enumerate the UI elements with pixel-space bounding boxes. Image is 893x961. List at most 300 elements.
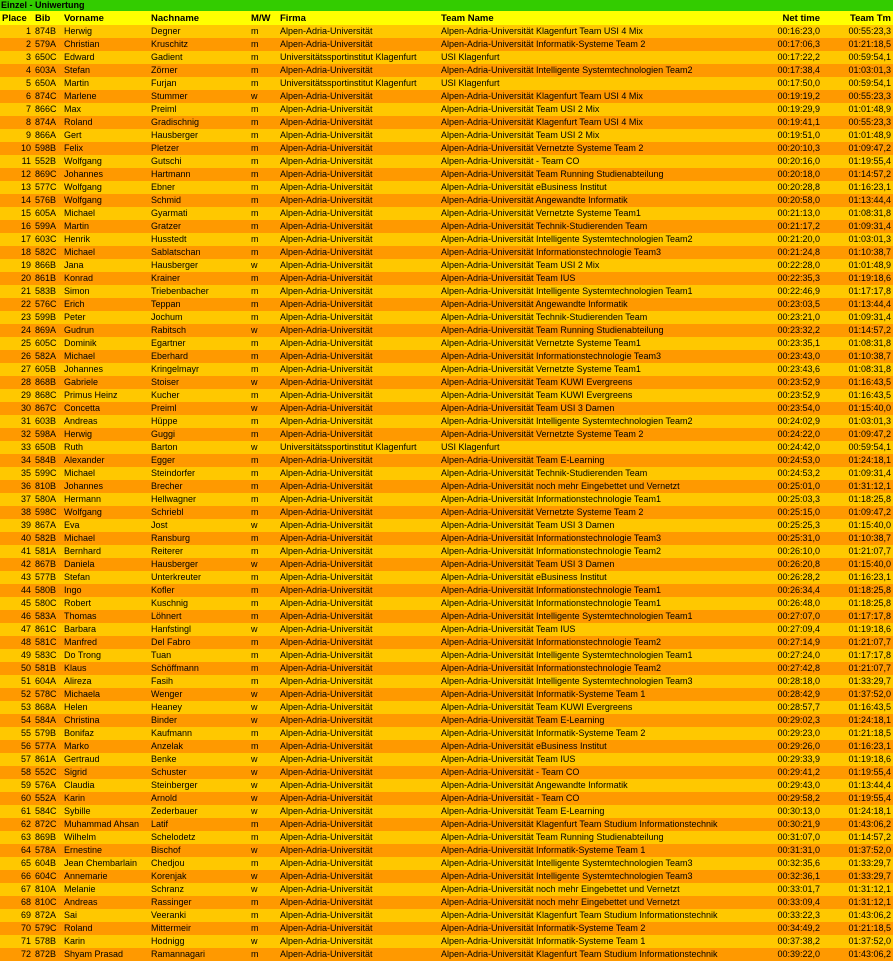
- cell-vorname: Bernhard: [62, 545, 149, 558]
- cell-bib: 583A: [33, 610, 62, 623]
- cell-team-time: 01:09:47,2: [822, 142, 893, 155]
- cell-gender: m: [249, 194, 278, 207]
- cell-gender: m: [249, 818, 278, 831]
- cell-place: 13: [0, 181, 33, 194]
- cell-net-time: 00:17:38,4: [747, 64, 822, 77]
- cell-team-time: 01:17:17,8: [822, 610, 893, 623]
- cell-place: 63: [0, 831, 33, 844]
- col-header-gender[interactable]: M/W: [249, 11, 278, 25]
- cell-bib: 584A: [33, 714, 62, 727]
- cell-net-time: 00:25:03,3: [747, 493, 822, 506]
- cell-bib: 869C: [33, 168, 62, 181]
- cell-team-name: Alpen-Adria-Universität Angewandte Informatik: [439, 194, 747, 207]
- cell-team-time: 01:13:44,4: [822, 779, 893, 792]
- cell-bib: 580C: [33, 597, 62, 610]
- cell-net-time: 00:23:54,0: [747, 402, 822, 415]
- cell-bib: 869A: [33, 324, 62, 337]
- cell-nachname: Steindorfer: [149, 467, 249, 480]
- cell-firma: Alpen-Adria-Universität: [278, 350, 439, 363]
- cell-firma: Alpen-Adria-Universität: [278, 220, 439, 233]
- cell-vorname: Johannes: [62, 480, 149, 493]
- cell-vorname: Thomas: [62, 610, 149, 623]
- cell-place: 19: [0, 259, 33, 272]
- table-row: [0, 389, 893, 402]
- cell-gender: m: [249, 532, 278, 545]
- cell-vorname: Concetta: [62, 402, 149, 415]
- cell-team-time: 01:19:55,4: [822, 766, 893, 779]
- table-row: [0, 51, 893, 64]
- cell-nachname: Hartmann: [149, 168, 249, 181]
- cell-nachname: Korenjak: [149, 870, 249, 883]
- cell-vorname: Do Trong: [62, 649, 149, 662]
- cell-net-time: 00:26:20,8: [747, 558, 822, 571]
- cell-net-time: 00:23:03,5: [747, 298, 822, 311]
- cell-firma: Alpen-Adria-Universität: [278, 805, 439, 818]
- cell-team-name: Alpen-Adria-Universität Informationstechnologie Team3: [439, 350, 747, 363]
- cell-firma: Alpen-Adria-Universität: [278, 363, 439, 376]
- cell-vorname: Gudrun: [62, 324, 149, 337]
- cell-team-name: Alpen-Adria-Universität - Team CO: [439, 766, 747, 779]
- cell-net-time: 00:25:01,0: [747, 480, 822, 493]
- cell-firma: Universitätssportinstitut Klagenfurt: [278, 441, 439, 454]
- cell-gender: w: [249, 701, 278, 714]
- cell-team-name: Alpen-Adria-Universität Informatik-Systeme Team 2: [439, 38, 747, 51]
- cell-firma: Alpen-Adria-Universität: [278, 389, 439, 402]
- cell-team-time: 01:16:23,1: [822, 571, 893, 584]
- cell-place: 70: [0, 922, 33, 935]
- cell-net-time: 00:32:36,1: [747, 870, 822, 883]
- cell-net-time: 00:21:20,0: [747, 233, 822, 246]
- cell-net-time: 00:23:52,9: [747, 389, 822, 402]
- cell-gender: m: [249, 51, 278, 64]
- cell-nachname: Hüppe: [149, 415, 249, 428]
- cell-team-name: Alpen-Adria-Universität Informatik-Systeme Team 2: [439, 922, 747, 935]
- cell-firma: Alpen-Adria-Universität: [278, 584, 439, 597]
- col-header-firma[interactable]: Firma: [278, 11, 439, 25]
- cell-place: 24: [0, 324, 33, 337]
- cell-team-time: 01:19:18,6: [822, 623, 893, 636]
- cell-firma: Alpen-Adria-Universität: [278, 896, 439, 909]
- cell-net-time: 00:33:22,3: [747, 909, 822, 922]
- cell-team-name: Alpen-Adria-Universität - Team CO: [439, 155, 747, 168]
- cell-team-time: 01:08:31,8: [822, 337, 893, 350]
- cell-place: 10: [0, 142, 33, 155]
- cell-place: 25: [0, 337, 33, 350]
- cell-net-time: 00:33:09,4: [747, 896, 822, 909]
- cell-vorname: Helen: [62, 701, 149, 714]
- cell-team-name: Alpen-Adria-Universität - Team CO: [439, 792, 747, 805]
- cell-vorname: Sigrid: [62, 766, 149, 779]
- cell-net-time: 00:27:07,0: [747, 610, 822, 623]
- cell-team-name: Alpen-Adria-Universität Intelligente Systemtechnologien Team3: [439, 857, 747, 870]
- cell-firma: Alpen-Adria-Universität: [278, 337, 439, 350]
- cell-firma: Alpen-Adria-Universität: [278, 519, 439, 532]
- cell-gender: m: [249, 311, 278, 324]
- table-row: [0, 77, 893, 90]
- cell-vorname: Marlene: [62, 90, 149, 103]
- cell-place: 50: [0, 662, 33, 675]
- cell-bib: 872C: [33, 818, 62, 831]
- cell-nachname: Hodnigg: [149, 935, 249, 948]
- cell-gender: w: [249, 324, 278, 337]
- cell-team-time: 01:43:06,2: [822, 909, 893, 922]
- cell-nachname: Furjan: [149, 77, 249, 90]
- cell-firma: Alpen-Adria-Universität: [278, 779, 439, 792]
- cell-team-name: Alpen-Adria-Universität Technik-Studierenden Team: [439, 311, 747, 324]
- cell-gender: w: [249, 623, 278, 636]
- cell-nachname: Schranz: [149, 883, 249, 896]
- table-row: [0, 753, 893, 766]
- cell-bib: 598C: [33, 506, 62, 519]
- cell-bib: 868C: [33, 389, 62, 402]
- cell-vorname: Marko: [62, 740, 149, 753]
- cell-net-time: 00:23:21,0: [747, 311, 822, 324]
- cell-gender: m: [249, 428, 278, 441]
- cell-team-time: 01:14:57,2: [822, 168, 893, 181]
- cell-team-time: 01:18:25,8: [822, 597, 893, 610]
- cell-place: 29: [0, 389, 33, 402]
- cell-firma: Alpen-Adria-Universität: [278, 103, 439, 116]
- cell-team-name: Alpen-Adria-Universität Angewandte Informatik: [439, 298, 747, 311]
- table-row: [0, 545, 893, 558]
- table-row: [0, 90, 893, 103]
- cell-bib: 872A: [33, 909, 62, 922]
- cell-team-name: Alpen-Adria-Universität Team USI 3 Damen: [439, 558, 747, 571]
- cell-team-time: 00:59:54,1: [822, 77, 893, 90]
- cell-net-time: 00:21:13,0: [747, 207, 822, 220]
- cell-gender: m: [249, 389, 278, 402]
- table-row: [0, 519, 893, 532]
- cell-gender: m: [249, 662, 278, 675]
- cell-gender: m: [249, 948, 278, 961]
- cell-place: 15: [0, 207, 33, 220]
- cell-team-time: 01:08:31,8: [822, 363, 893, 376]
- cell-place: 44: [0, 584, 33, 597]
- cell-team-time: 01:31:12,1: [822, 883, 893, 896]
- col-header-team-time[interactable]: Team Tm: [822, 11, 893, 25]
- cell-firma: Alpen-Adria-Universität: [278, 272, 439, 285]
- cell-firma: Alpen-Adria-Universität: [278, 311, 439, 324]
- table-row: [0, 181, 893, 194]
- col-header-team-name[interactable]: Team Name: [439, 11, 747, 25]
- cell-team-name: Alpen-Adria-Universität Intelligente Systemtechnologien Team1: [439, 285, 747, 298]
- cell-team-name: USI Klagenfurt: [439, 441, 747, 454]
- cell-nachname: Rabitsch: [149, 324, 249, 337]
- cell-team-name: Alpen-Adria-Universität Team KUWI Evergreens: [439, 701, 747, 714]
- cell-bib: 650A: [33, 77, 62, 90]
- cell-vorname: Wilhelm: [62, 831, 149, 844]
- cell-nachname: Ransburg: [149, 532, 249, 545]
- cell-firma: Alpen-Adria-Universität: [278, 506, 439, 519]
- table-row: [0, 610, 893, 623]
- cell-team-time: 01:33:29,7: [822, 675, 893, 688]
- cell-vorname: Ruth: [62, 441, 149, 454]
- cell-nachname: Brecher: [149, 480, 249, 493]
- cell-net-time: 00:23:35,1: [747, 337, 822, 350]
- cell-net-time: 00:39:22,0: [747, 948, 822, 961]
- cell-team-name: Alpen-Adria-Universität Informationstechnologie Team2: [439, 662, 747, 675]
- table-row: [0, 870, 893, 883]
- cell-firma: Alpen-Adria-Universität: [278, 727, 439, 740]
- cell-team-name: Alpen-Adria-Universität Angewandte Informatik: [439, 779, 747, 792]
- cell-team-name: Alpen-Adria-Universität Informatik-Systeme Team 2: [439, 727, 747, 740]
- cell-firma: Alpen-Adria-Universität: [278, 909, 439, 922]
- cell-place: 69: [0, 909, 33, 922]
- cell-bib: 869B: [33, 831, 62, 844]
- cell-team-name: Alpen-Adria-Universität Technik-Studierenden Team: [439, 467, 747, 480]
- cell-nachname: Guggi: [149, 428, 249, 441]
- cell-nachname: Kruschitz: [149, 38, 249, 51]
- cell-gender: m: [249, 103, 278, 116]
- cell-net-time: 00:19:41,1: [747, 116, 822, 129]
- cell-nachname: Gyarmati: [149, 207, 249, 220]
- cell-vorname: Daniela: [62, 558, 149, 571]
- cell-nachname: Reiterer: [149, 545, 249, 558]
- cell-nachname: Chedjou: [149, 857, 249, 870]
- cell-bib: 576A: [33, 779, 62, 792]
- cell-team-time: 01:37:52,0: [822, 844, 893, 857]
- cell-gender: m: [249, 233, 278, 246]
- cell-gender: w: [249, 883, 278, 896]
- cell-nachname: Preiml: [149, 402, 249, 415]
- cell-firma: Alpen-Adria-Universität: [278, 688, 439, 701]
- cell-gender: w: [249, 753, 278, 766]
- cell-team-name: Alpen-Adria-Universität Klagenfurt Team USI 4 Mix: [439, 25, 747, 38]
- cell-nachname: Pletzer: [149, 142, 249, 155]
- cell-gender: m: [249, 675, 278, 688]
- cell-team-name: Alpen-Adria-Universität Team KUWI Evergreens: [439, 376, 747, 389]
- table-row: [0, 766, 893, 779]
- cell-gender: m: [249, 493, 278, 506]
- cell-team-time: 01:10:38,7: [822, 350, 893, 363]
- cell-team-time: 01:43:06,2: [822, 818, 893, 831]
- cell-team-time: 01:24:18,1: [822, 805, 893, 818]
- cell-gender: w: [249, 779, 278, 792]
- cell-firma: Alpen-Adria-Universität: [278, 675, 439, 688]
- cell-firma: Alpen-Adria-Universität: [278, 142, 439, 155]
- cell-gender: w: [249, 766, 278, 779]
- cell-bib: 810C: [33, 896, 62, 909]
- cell-nachname: Hanfstingl: [149, 623, 249, 636]
- cell-net-time: 00:19:19,2: [747, 90, 822, 103]
- cell-team-time: 01:09:47,2: [822, 506, 893, 519]
- cell-net-time: 00:25:25,3: [747, 519, 822, 532]
- table-row: [0, 584, 893, 597]
- cell-team-name: Alpen-Adria-Universität Vernetzte Systeme Team 2: [439, 506, 747, 519]
- table-row: [0, 194, 893, 207]
- cell-vorname: Michael: [62, 246, 149, 259]
- cell-net-time: 00:26:10,0: [747, 545, 822, 558]
- table-row: [0, 558, 893, 571]
- cell-team-time: 01:37:52,0: [822, 935, 893, 948]
- cell-team-time: 01:24:18,1: [822, 714, 893, 727]
- col-header-bib[interactable]: Bib: [33, 11, 62, 25]
- header-row: [0, 11, 893, 25]
- cell-team-name: Alpen-Adria-Universität Team Running Studienabteilung: [439, 168, 747, 181]
- cell-team-time: 01:16:43,5: [822, 389, 893, 402]
- cell-bib: 874A: [33, 116, 62, 129]
- cell-team-time: 01:31:12,1: [822, 896, 893, 909]
- cell-net-time: 00:31:31,0: [747, 844, 822, 857]
- table-row: [0, 714, 893, 727]
- col-header-place[interactable]: Place: [0, 11, 33, 25]
- table-row: [0, 779, 893, 792]
- cell-net-time: 00:26:48,0: [747, 597, 822, 610]
- cell-vorname: Gabriele: [62, 376, 149, 389]
- cell-place: 9: [0, 129, 33, 142]
- table-row: [0, 376, 893, 389]
- cell-place: 51: [0, 675, 33, 688]
- table-row: [0, 948, 893, 961]
- cell-nachname: Ramannagari: [149, 948, 249, 961]
- cell-place: 59: [0, 779, 33, 792]
- cell-team-name: Alpen-Adria-Universität Vernetzte Systeme Team 2: [439, 428, 747, 441]
- cell-bib: 580B: [33, 584, 62, 597]
- cell-team-name: Alpen-Adria-Universität Intelligente Systemtechnologien Team3: [439, 675, 747, 688]
- cell-vorname: Hermann: [62, 493, 149, 506]
- table-row: [0, 337, 893, 350]
- cell-nachname: Fasih: [149, 675, 249, 688]
- col-header-vorname[interactable]: Vorname: [62, 11, 149, 25]
- cell-vorname: Muhammad Ahsan: [62, 818, 149, 831]
- cell-net-time: 00:28:18,0: [747, 675, 822, 688]
- table-row: [0, 402, 893, 415]
- cell-team-time: 01:10:38,7: [822, 246, 893, 259]
- cell-place: 45: [0, 597, 33, 610]
- cell-vorname: Bonifaz: [62, 727, 149, 740]
- cell-nachname: Kringelmayr: [149, 363, 249, 376]
- cell-gender: m: [249, 649, 278, 662]
- cell-bib: 868A: [33, 701, 62, 714]
- cell-bib: 599B: [33, 311, 62, 324]
- cell-team-name: Alpen-Adria-Universität Team IUS: [439, 623, 747, 636]
- cell-bib: 581A: [33, 545, 62, 558]
- table-row: [0, 415, 893, 428]
- cell-vorname: Michael: [62, 207, 149, 220]
- table-row: [0, 792, 893, 805]
- cell-net-time: 00:21:24,8: [747, 246, 822, 259]
- cell-team-name: Alpen-Adria-Universität Intelligente Systemtechnologien Team2: [439, 64, 747, 77]
- cell-place: 26: [0, 350, 33, 363]
- cell-vorname: Wolfgang: [62, 181, 149, 194]
- cell-gender: w: [249, 90, 278, 103]
- cell-nachname: Krainer: [149, 272, 249, 285]
- cell-team-time: 01:21:07,7: [822, 662, 893, 675]
- cell-net-time: 00:29:43,0: [747, 779, 822, 792]
- cell-gender: m: [249, 285, 278, 298]
- cell-gender: m: [249, 64, 278, 77]
- cell-place: 49: [0, 649, 33, 662]
- cell-bib: 578A: [33, 844, 62, 857]
- cell-place: 38: [0, 506, 33, 519]
- cell-firma: Alpen-Adria-Universität: [278, 701, 439, 714]
- cell-gender: m: [249, 740, 278, 753]
- cell-vorname: Wolfgang: [62, 194, 149, 207]
- cell-bib: 582A: [33, 350, 62, 363]
- cell-gender: m: [249, 415, 278, 428]
- cell-nachname: Veeranki: [149, 909, 249, 922]
- cell-nachname: Egger: [149, 454, 249, 467]
- cell-team-time: 01:15:40,0: [822, 402, 893, 415]
- table-row: [0, 428, 893, 441]
- table-row: [0, 324, 893, 337]
- table-row: [0, 311, 893, 324]
- cell-place: 40: [0, 532, 33, 545]
- cell-gender: w: [249, 402, 278, 415]
- cell-vorname: Christian: [62, 38, 149, 51]
- cell-firma: Alpen-Adria-Universität: [278, 376, 439, 389]
- cell-firma: Alpen-Adria-Universität: [278, 38, 439, 51]
- cell-gender: m: [249, 545, 278, 558]
- cell-nachname: Zederbauer: [149, 805, 249, 818]
- table-row: [0, 649, 893, 662]
- cell-team-time: 00:59:54,1: [822, 441, 893, 454]
- cell-vorname: Jana: [62, 259, 149, 272]
- cell-net-time: 00:22:28,0: [747, 259, 822, 272]
- cell-firma: Alpen-Adria-Universität: [278, 818, 439, 831]
- cell-team-time: 01:21:07,7: [822, 545, 893, 558]
- cell-net-time: 00:20:58,0: [747, 194, 822, 207]
- cell-firma: Alpen-Adria-Universität: [278, 831, 439, 844]
- cell-net-time: 00:34:49,2: [747, 922, 822, 935]
- cell-place: 43: [0, 571, 33, 584]
- cell-firma: Alpen-Adria-Universität: [278, 415, 439, 428]
- cell-bib: 582B: [33, 532, 62, 545]
- cell-gender: m: [249, 337, 278, 350]
- cell-gender: m: [249, 831, 278, 844]
- cell-team-time: 00:55:23,3: [822, 25, 893, 38]
- cell-net-time: 00:25:15,0: [747, 506, 822, 519]
- cell-firma: Alpen-Adria-Universität: [278, 207, 439, 220]
- cell-bib: 577A: [33, 740, 62, 753]
- col-header-nachname[interactable]: Nachname: [149, 11, 249, 25]
- cell-team-time: 01:13:44,4: [822, 298, 893, 311]
- cell-team-time: 01:14:57,2: [822, 831, 893, 844]
- table-row: [0, 64, 893, 77]
- cell-net-time: 00:28:42,9: [747, 688, 822, 701]
- cell-firma: Alpen-Adria-Universität: [278, 870, 439, 883]
- cell-vorname: Michael: [62, 532, 149, 545]
- cell-place: 14: [0, 194, 33, 207]
- cell-gender: m: [249, 636, 278, 649]
- cell-vorname: Max: [62, 103, 149, 116]
- cell-place: 31: [0, 415, 33, 428]
- cell-gender: w: [249, 558, 278, 571]
- cell-team-time: 01:14:57,2: [822, 324, 893, 337]
- cell-team-name: Alpen-Adria-Universität Vernetzte Systeme Team1: [439, 363, 747, 376]
- cell-team-time: 01:09:47,2: [822, 428, 893, 441]
- cell-gender: m: [249, 25, 278, 38]
- cell-place: 3: [0, 51, 33, 64]
- table-row: [0, 363, 893, 376]
- cell-bib: 603B: [33, 415, 62, 428]
- cell-nachname: Löhnert: [149, 610, 249, 623]
- table-row: [0, 129, 893, 142]
- cell-firma: Alpen-Adria-Universität: [278, 597, 439, 610]
- cell-nachname: Schöffmann: [149, 662, 249, 675]
- cell-bib: 581B: [33, 662, 62, 675]
- cell-place: 33: [0, 441, 33, 454]
- cell-nachname: Anzelak: [149, 740, 249, 753]
- cell-team-time: 01:21:07,7: [822, 636, 893, 649]
- table-row: [0, 207, 893, 220]
- cell-nachname: Arnold: [149, 792, 249, 805]
- cell-vorname: Manfred: [62, 636, 149, 649]
- col-header-net-time[interactable]: Net time: [747, 11, 822, 25]
- cell-nachname: Wenger: [149, 688, 249, 701]
- cell-gender: m: [249, 246, 278, 259]
- cell-net-time: 00:24:53,2: [747, 467, 822, 480]
